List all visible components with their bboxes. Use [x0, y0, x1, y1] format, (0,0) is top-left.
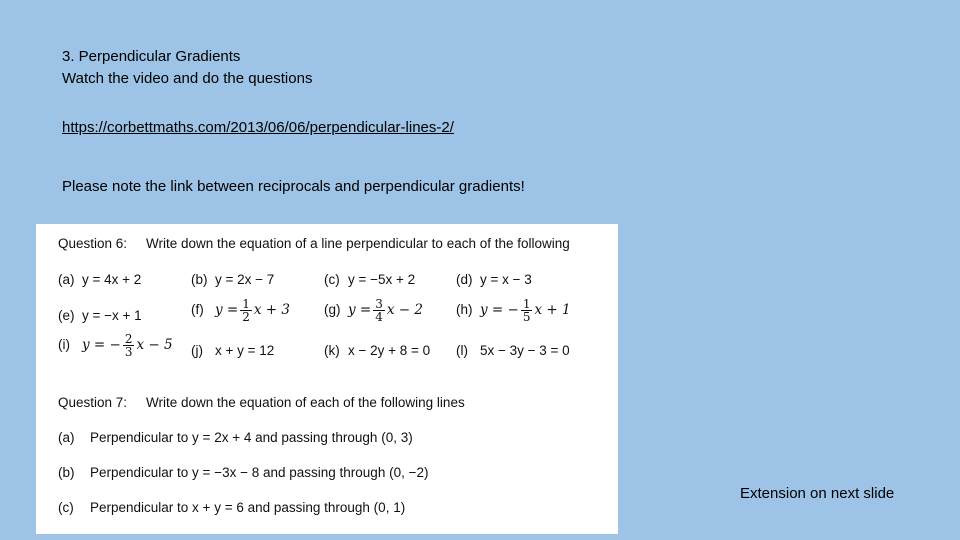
video-link[interactable]: https://corbettmaths.com/2013/06/06/perpendicular-lines-2/	[62, 119, 454, 136]
q7-item-b: (b) Perpendicular to y = −3x − 8 and passing through (0, −2)	[58, 465, 429, 480]
q7-item-c: (c) Perpendicular to x + y = 6 and passing through (0, 1)	[58, 500, 406, 515]
q6-item-l: (l) 5x − 3y − 3 = 0	[456, 343, 570, 358]
fraction: $\frac{2}{3}$	[124, 332, 133, 359]
q6-number: Question 6:	[58, 236, 128, 251]
q7-number: Question 7:	[58, 395, 128, 410]
q6-title	[58, 236, 570, 251]
q6-item-f: (f) y = $\frac{1}{2}$ x + 3	[191, 297, 290, 324]
q6-item-d: (d) y = x − 3	[456, 272, 532, 287]
q6-item-j: (j) x + y = 12	[191, 343, 275, 358]
q6-item-e: (e) y = −x + 1	[58, 308, 142, 323]
q6-item-h: (h) y = − $\frac{1}{5}$ x + 1	[456, 297, 571, 324]
q7-title	[58, 395, 465, 410]
heading-title: 3. Perpendicular Gradients	[62, 48, 241, 65]
fraction: $\frac{3}{4}$	[375, 297, 383, 324]
heading-instruction: Watch the video and do the questions	[62, 70, 313, 87]
q7-item-a: (a) Perpendicular to y = 2x + 4 and passing through (0, 3)	[58, 430, 413, 445]
q6-item-i: (i) y = − $\frac{2}{3}$ x − 5	[58, 332, 173, 359]
reciprocal-note: Please note the link between reciprocals and perpendicular gradients!	[62, 178, 525, 195]
q6-text: Write down the equation of a line perpendicular to each of the following	[146, 236, 570, 251]
extension-note: Extension on next slide	[740, 485, 895, 502]
q6-item-k: (k) x − 2y + 8 = 0	[324, 343, 431, 358]
q6-item-b: (b) y = 2x − 7	[191, 272, 275, 287]
q6-item-g: (g) y = $\frac{3}{4}$ x − 2	[324, 297, 423, 324]
slide-heading	[62, 46, 312, 90]
fraction: $\frac{1}{5}$	[522, 297, 531, 324]
fraction: $\frac{1}{2}$	[242, 297, 250, 324]
q6-item-c: (c) y = −5x + 2	[324, 272, 416, 287]
q6-item-a: (a) y = 4x + 2	[58, 272, 142, 287]
question-image	[36, 224, 618, 534]
q7-text: Write down the equation of each of the following lines	[146, 395, 465, 410]
